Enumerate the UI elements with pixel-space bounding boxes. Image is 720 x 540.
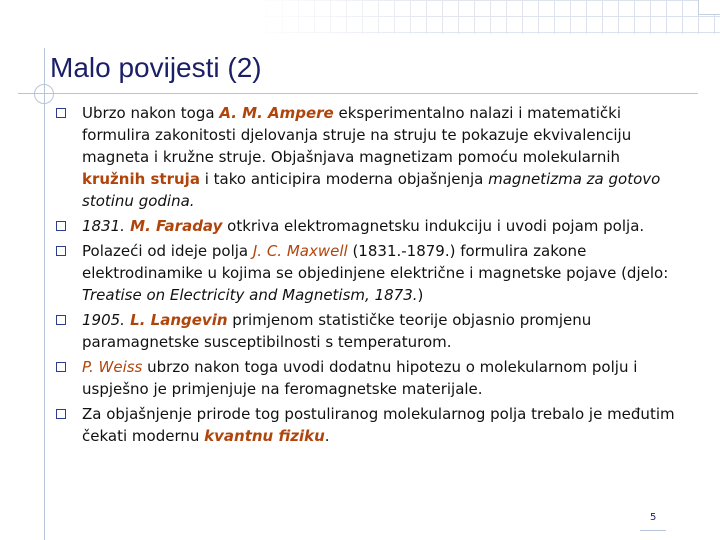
bullet-text: ) (417, 286, 424, 304)
bullet-text: (1831.-1879.) formulira zakone elektrodinamike u kojima se objedinjene električne i magnetske pojave (djelo: (82, 242, 669, 282)
checkbox-bullet-icon (56, 315, 66, 325)
term-kvantnu-fiziku: kvantnu fiziku (204, 427, 325, 445)
decorative-grid-fade (250, 0, 720, 34)
checkbox-bullet-icon (56, 409, 66, 419)
bullet-item-langevin (56, 309, 688, 353)
bullet-item-ampere (56, 102, 688, 212)
term-kruznih-struja: kružnih struja (82, 170, 200, 188)
bullet-text: i tako anticipira moderna objašnjenja (199, 170, 489, 188)
year-1831: 1831. (82, 217, 125, 235)
bullet-item-faraday (56, 215, 688, 237)
decorative-vertical-line (44, 48, 45, 540)
bullet-text: ubrzo nakon toga uvodi dodatnu hipotezu o molekularnom polju i uspješno je primjenjuje na feromagnetske materijale. (82, 358, 638, 398)
bullet-text: primjenom statističke teorije objasnio promjenu paramagnetske susceptibilnosti s temperaturom. (82, 311, 592, 351)
bullet-item-quantum (56, 403, 688, 447)
bullet-text: eksperimentalno nalazi i matematički formulira zakonitosti djelovanja struje na struju te pokazuje ekvivalenciju magneta i kružne struje. Objašnjava magnetizam pomoću molekularnih (82, 104, 632, 166)
name-faraday: M. Faraday (124, 217, 223, 235)
decorative-horizontal-line (18, 93, 698, 94)
name-weiss: P. Weiss (82, 358, 143, 376)
bullet-text: Za objašnjenje prirode tog postuliranog molekularnog polja trebalo je međutim čekati modernu (82, 405, 675, 445)
checkbox-bullet-icon (56, 246, 66, 256)
checkbox-bullet-icon (56, 362, 66, 372)
decorative-circle (34, 84, 54, 104)
book-title: Treatise on Electricity and Magnetism, 1873. (82, 286, 418, 304)
bullet-item-maxwell (56, 240, 688, 306)
name-langevin: L. Langevin (124, 311, 228, 329)
bullet-list (56, 102, 688, 450)
name-maxwell: J. C. Maxwell (252, 242, 348, 260)
checkbox-bullet-icon (56, 108, 66, 118)
checkbox-bullet-icon (56, 221, 66, 231)
bullet-text: . (324, 427, 330, 445)
bullet-text: Ubrzo nakon toga (82, 104, 220, 122)
page-number-underline (640, 530, 666, 531)
bullet-item-weiss (56, 356, 688, 400)
decorative-corner-box (698, 0, 720, 15)
page-number: 5 (650, 512, 657, 523)
bullet-text: otkriva elektromagnetsku indukciju i uvodi pojam polja. (222, 217, 645, 235)
name-ampere: A. M. Ampere (219, 104, 334, 122)
year-1905: 1905. (82, 311, 125, 329)
slide-title: Malo povijesti (2) (50, 52, 262, 83)
phrase-magnetizma: magnetizma za gotovo stotinu godina. (82, 170, 661, 210)
bullet-text: Polazeći od ideje polja (82, 242, 253, 260)
